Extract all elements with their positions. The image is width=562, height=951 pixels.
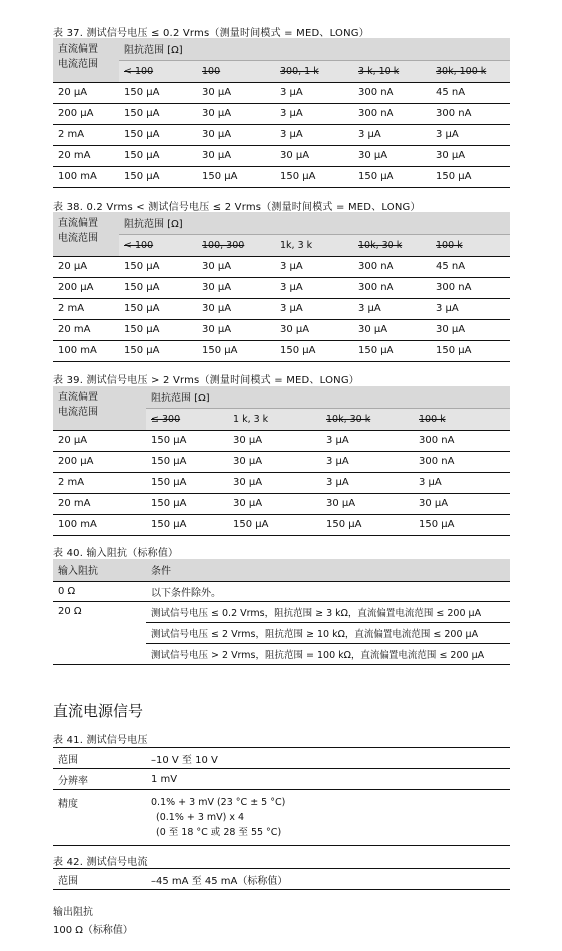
cell: 0 Ω xyxy=(53,581,146,601)
cell: 150 μA xyxy=(119,82,197,103)
cell: 20 Ω xyxy=(53,601,146,664)
cell: 300 nA xyxy=(353,103,431,124)
cell: 3 μA xyxy=(414,472,510,493)
cell: 30 μA xyxy=(228,493,321,514)
cell: 150 μA xyxy=(228,514,321,535)
table-row xyxy=(53,277,510,298)
col-header: 100 k xyxy=(414,408,510,430)
cell: 20 μA xyxy=(53,82,119,103)
cell: 150 μA xyxy=(197,340,275,361)
cell: 20 mA xyxy=(53,145,119,166)
table-41 xyxy=(53,747,510,846)
table-row xyxy=(53,769,510,790)
table-row xyxy=(53,103,510,124)
cell: 150 μA xyxy=(353,340,431,361)
cell: 150 μA xyxy=(146,451,228,472)
cell: 2 mA xyxy=(53,298,119,319)
col-header: 10k, 30 k xyxy=(321,408,414,430)
cell: 30 μA xyxy=(197,82,275,103)
cell: –45 mA 至 45 mA（标称值） xyxy=(146,869,510,890)
cell: 30 μA xyxy=(228,472,321,493)
cell: 3 μA xyxy=(431,124,510,145)
cell: 150 μA xyxy=(119,277,197,298)
cell: 150 μA xyxy=(119,145,197,166)
table-37-caption: 表 37. 测试信号电压 ≤ 0.2 Vrms（测量时间模式 = MED、LONG） xyxy=(53,28,369,39)
output-impedance-value: 100 Ω（标称值） xyxy=(53,925,133,936)
col-header: 100 k xyxy=(431,234,510,256)
table-row xyxy=(53,748,510,769)
cell: 3 μA xyxy=(275,256,353,277)
cell: 300 nA xyxy=(353,277,431,298)
table-row xyxy=(53,430,510,451)
cell: 30 μA xyxy=(197,256,275,277)
cell: 150 μA xyxy=(146,514,228,535)
cell: 30 μA xyxy=(197,124,275,145)
cell: 20 mA xyxy=(53,493,146,514)
table-row xyxy=(53,869,510,890)
cell: 100 mA xyxy=(53,340,119,361)
table-40 xyxy=(53,559,510,665)
cell: 3 μA xyxy=(275,124,353,145)
cell: 30 μA xyxy=(431,319,510,340)
cell: 150 μA xyxy=(119,319,197,340)
table-row xyxy=(53,790,510,846)
cell: 3 μA xyxy=(353,124,431,145)
table-41-caption: 表 41. 测试信号电压 xyxy=(53,735,148,746)
cell: 30 μA xyxy=(275,145,353,166)
table-row xyxy=(53,514,510,535)
section-title: 直流电源信号 xyxy=(53,702,144,720)
cell: 150 μA xyxy=(146,472,228,493)
table-row xyxy=(53,340,510,361)
cell: 30 μA xyxy=(197,103,275,124)
table-38 xyxy=(53,212,510,362)
cell: 范围 xyxy=(53,748,146,769)
cell: 30 μA xyxy=(275,319,353,340)
table-row xyxy=(53,472,510,493)
cell: 2 mA xyxy=(53,472,146,493)
cell: 150 μA xyxy=(275,166,353,187)
col-header: 30k, 100 k xyxy=(431,60,510,82)
col-header: 100 xyxy=(197,60,275,82)
header-impedance-range: 阻抗范围 [Ω] xyxy=(151,393,210,405)
col-header: 100, 300 xyxy=(197,234,275,256)
cell: 范围 xyxy=(53,869,146,890)
cell: 20 mA xyxy=(53,319,119,340)
cell: 测试信号电压 ≤ 2 Vrms，阻抗范围 ≥ 10 kΩ，直流偏置电流范围 ≤ 200 μA xyxy=(146,622,510,643)
table-row xyxy=(53,124,510,145)
cell: 30 μA xyxy=(197,145,275,166)
cell: 分辨率 xyxy=(53,769,146,790)
table-row xyxy=(53,581,510,601)
col-header: ≤ 300 xyxy=(146,408,228,430)
cell: 精度 xyxy=(53,790,146,846)
cell: 30 μA xyxy=(353,145,431,166)
table-40-caption: 表 40. 输入阻抗（标称值） xyxy=(53,548,179,559)
cell: 200 μA xyxy=(53,451,146,472)
cell: 100 mA xyxy=(53,166,119,187)
table-row xyxy=(53,166,510,187)
table-row xyxy=(53,493,510,514)
col-header: 300, 1 k xyxy=(275,60,353,82)
cell: 3 μA xyxy=(321,451,414,472)
cell: 150 μA xyxy=(119,298,197,319)
cell: 30 μA xyxy=(228,451,321,472)
cell: 150 μA xyxy=(353,166,431,187)
cell: 30 μA xyxy=(414,493,510,514)
table-42-caption: 表 42. 测试信号电流 xyxy=(53,857,148,868)
cell: 150 μA xyxy=(275,340,353,361)
col-header: < 100 xyxy=(119,60,197,82)
cell: 3 μA xyxy=(275,298,353,319)
cell: 300 nA xyxy=(414,430,510,451)
cell: 以下条件除外。 xyxy=(146,581,510,601)
table-row xyxy=(53,601,510,622)
output-impedance-label: 输出阻抗 xyxy=(53,907,93,918)
accuracy-line: 0.1% + 3 mV (23 °C ± 5 °C) xyxy=(151,797,286,808)
accuracy-line: (0 至 18 °C 或 28 至 55 °C) xyxy=(156,827,282,838)
cell: 300 nA xyxy=(414,451,510,472)
accuracy-line: (0.1% + 3 mV) x 4 xyxy=(156,812,245,823)
header-impedance-range: 阻抗范围 [Ω] xyxy=(124,45,183,57)
cell: 30 μA xyxy=(353,319,431,340)
cell: 30 μA xyxy=(197,277,275,298)
table-39 xyxy=(53,386,510,536)
col-header: < 100 xyxy=(119,234,197,256)
cell: 300 nA xyxy=(431,103,510,124)
col-header: 1 k, 3 k xyxy=(228,408,321,430)
table-row xyxy=(53,145,510,166)
cell: 150 μA xyxy=(119,340,197,361)
table-42 xyxy=(53,868,510,890)
header-dc-bias-range: 直流偏置 电流范围 xyxy=(58,44,98,70)
cell: 300 nA xyxy=(353,256,431,277)
cell: 3 μA xyxy=(275,103,353,124)
cell: 30 μA xyxy=(197,319,275,340)
cell: 150 μA xyxy=(119,103,197,124)
cell: 3 μA xyxy=(275,82,353,103)
cell: 45 nA xyxy=(431,256,510,277)
cell: 300 nA xyxy=(353,82,431,103)
cell: 200 μA xyxy=(53,103,119,124)
table-row xyxy=(53,451,510,472)
cell: 30 μA xyxy=(321,493,414,514)
col-header: 10k, 30 k xyxy=(353,234,431,256)
cell: 30 μA xyxy=(431,145,510,166)
cell: 150 μA xyxy=(146,430,228,451)
table-39-caption: 表 39. 测试信号电压 > 2 Vrms（测量时间模式 = MED、LONG） xyxy=(53,375,359,386)
cell: 20 μA xyxy=(53,256,119,277)
cell: 150 μA xyxy=(414,514,510,535)
cell: 3 μA xyxy=(431,298,510,319)
cell: 150 μA xyxy=(321,514,414,535)
cell: 150 μA xyxy=(119,166,197,187)
cell: 20 μA xyxy=(53,430,146,451)
cell: 3 μA xyxy=(275,277,353,298)
cell: 测试信号电压 > 2 Vrms，阻抗范围 = 100 kΩ，直流偏置电流范围 ≤ 200 μA xyxy=(146,643,510,664)
cell: 45 nA xyxy=(431,82,510,103)
cell: 100 mA xyxy=(53,514,146,535)
table-row xyxy=(53,298,510,319)
col-header: 1k, 3 k xyxy=(275,234,353,256)
table-row xyxy=(53,256,510,277)
cell: 30 μA xyxy=(197,298,275,319)
table-37 xyxy=(53,38,510,188)
cell: 150 μA xyxy=(431,166,510,187)
header-input-impedance: 输入阻抗 xyxy=(58,566,98,578)
cell: 3 μA xyxy=(321,472,414,493)
cell: 150 μA xyxy=(119,124,197,145)
cell: 150 μA xyxy=(431,340,510,361)
cell: 3 μA xyxy=(321,430,414,451)
table-38-caption: 表 38. 0.2 Vrms < 测试信号电压 ≤ 2 Vrms（测量时间模式 = MED、LONG） xyxy=(53,202,421,213)
cell: 测试信号电压 ≤ 0.2 Vrms，阻抗范围 ≥ 3 kΩ，直流偏置电流范围 ≤ 200 μA xyxy=(146,601,510,622)
header-condition: 条件 xyxy=(151,566,171,578)
header-dc-bias-range: 直流偏置 电流范围 xyxy=(58,218,98,244)
cell: 150 μA xyxy=(197,166,275,187)
accuracy-cell xyxy=(146,790,510,846)
table-row xyxy=(53,82,510,103)
cell: 200 μA xyxy=(53,277,119,298)
table-row xyxy=(53,319,510,340)
header-dc-bias-range: 直流偏置 电流范围 xyxy=(58,392,98,418)
cell: 30 μA xyxy=(228,430,321,451)
cell: 150 μA xyxy=(146,493,228,514)
cell: 150 μA xyxy=(119,256,197,277)
cell: 2 mA xyxy=(53,124,119,145)
cell: 3 μA xyxy=(353,298,431,319)
cell: 1 mV xyxy=(146,769,510,790)
header-impedance-range: 阻抗范围 [Ω] xyxy=(124,219,183,231)
cell: 300 nA xyxy=(431,277,510,298)
cell: –10 V 至 10 V xyxy=(146,748,510,769)
col-header: 3 k, 10 k xyxy=(353,60,431,82)
